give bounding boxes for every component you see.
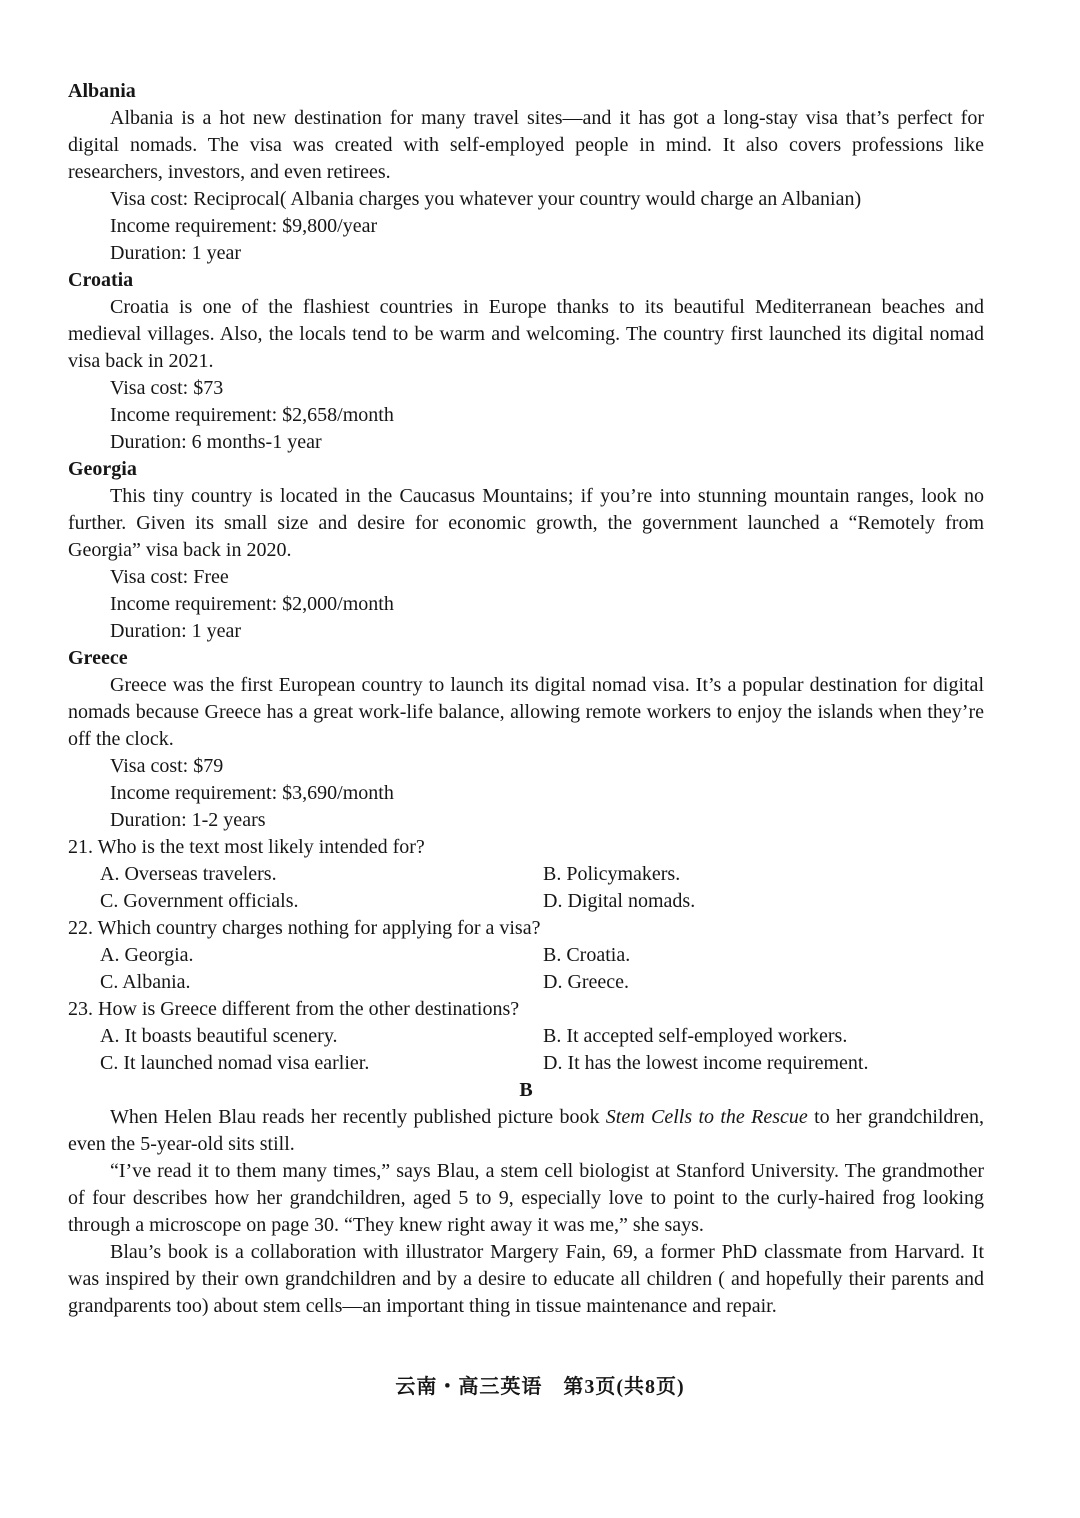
question-stem: 21. Who is the text most likely intended for?	[68, 836, 425, 858]
page-footer: 云南・高三英语 第3页(共8页)	[395, 1376, 685, 1398]
question-22	[68, 915, 984, 996]
section-georgia	[68, 456, 984, 645]
section-b	[68, 1077, 984, 1320]
income-requirement: Income requirement: $2,658/month	[110, 404, 394, 426]
section-greece	[68, 645, 984, 834]
duration: Duration: 1-2 years	[110, 809, 266, 831]
income-requirement: Income requirement: $2,000/month	[110, 593, 394, 615]
section-heading: Albania	[68, 80, 136, 102]
option-c[interactable]: C. Albania.	[100, 971, 191, 993]
paragraph-text: to her grandchildren, even the 5-year-old sits still.	[68, 1106, 984, 1155]
option-b[interactable]: B. Policymakers.	[543, 863, 681, 885]
visa-cost: Visa cost: $73	[110, 377, 224, 399]
section-heading: Croatia	[68, 269, 134, 291]
section-heading: Greece	[68, 647, 128, 669]
question-23	[68, 996, 984, 1077]
duration: Duration: 6 months-1 year	[110, 431, 322, 453]
option-b[interactable]: B. It accepted self-employed workers.	[543, 1025, 848, 1047]
section-description: Croatia is one of the flashiest countries in Europe thanks to its beautiful Mediterranean beaches and medieval villages. Also, the locals tend to be warm and welcoming. The country first launched its digital nomad visa back in 2021.	[68, 296, 984, 372]
question-21	[68, 834, 984, 915]
option-d[interactable]: D. Greece.	[543, 971, 630, 993]
income-requirement: Income requirement: $9,800/year	[110, 215, 378, 237]
visa-cost: Visa cost: Reciprocal( Albania charges you whatever your country would charge an Albanian)	[110, 188, 862, 210]
book-title: Stem Cells to the Rescue	[605, 1106, 808, 1128]
income-requirement: Income requirement: $3,690/month	[110, 782, 394, 804]
option-a[interactable]: A. Overseas travelers.	[100, 863, 277, 885]
section-albania	[68, 78, 984, 267]
option-d[interactable]: D. It has the lowest income requirement.	[543, 1052, 869, 1074]
visa-cost: Visa cost: Free	[110, 566, 229, 588]
question-stem: 23. How is Greece different from the other destinations?	[68, 998, 520, 1020]
option-c[interactable]: C. It launched nomad visa earlier.	[100, 1052, 370, 1074]
answer-options	[68, 861, 984, 915]
section-b-label: B	[519, 1079, 533, 1101]
section-heading: Georgia	[68, 458, 137, 480]
section-description: Greece was the first European country to launch its digital nomad visa. It’s a popular destination for digital nomads because Greece has a great work-life balance, allowing remote workers to enjoy the islands when they’re off the clock.	[68, 674, 984, 750]
section-b-paragraph-2: “I’ve read it to them many times,” says Blau, a stem cell biologist at Stanford University. The grandmother of four describes how her grandchildren, aged 5 to 9, especially love to point to the curly-haired frog looking through a microscope on page 30. “They knew right away it was me,” she says.	[68, 1160, 984, 1236]
exam-page	[68, 78, 984, 1320]
option-d[interactable]: D. Digital nomads.	[543, 890, 696, 912]
duration: Duration: 1 year	[110, 620, 242, 642]
duration: Duration: 1 year	[110, 242, 242, 264]
option-b[interactable]: B. Croatia.	[543, 944, 631, 966]
section-croatia	[68, 267, 984, 456]
section-description: Albania is a hot new destination for many travel sites—and it has got a long-stay visa that’s perfect for digital nomads. The visa was created with self-employed people in mind. It also covers professions like researchers, investors, and even retirees.	[68, 107, 984, 183]
question-stem: 22. Which country charges nothing for applying for a visa?	[68, 917, 541, 939]
section-b-paragraph-1	[68, 1104, 984, 1158]
answer-options	[68, 1023, 984, 1077]
option-c[interactable]: C. Government officials.	[100, 890, 299, 912]
paragraph-text: When Helen Blau reads her recently published picture book	[110, 1106, 606, 1128]
option-a[interactable]: A. It boasts beautiful scenery.	[100, 1025, 338, 1047]
visa-cost: Visa cost: $79	[110, 755, 224, 777]
section-description: This tiny country is located in the Caucasus Mountains; if you’re into stunning mountain ranges, look no further. Given its small size and desire for economic growth, the government launched a “Remotely from Georgia” visa back in 2020.	[68, 485, 984, 561]
option-a[interactable]: A. Georgia.	[100, 944, 194, 966]
answer-options	[68, 942, 984, 996]
section-b-paragraph-3: Blau’s book is a collaboration with illustrator Margery Fain, 69, a former PhD classmate from Harvard. It was inspired by their own grandchildren and by a desire to educate all children ( and hopefully their parents and grandparents too) about stem cells—an important thing in tissue maintenance and repair.	[68, 1241, 984, 1317]
